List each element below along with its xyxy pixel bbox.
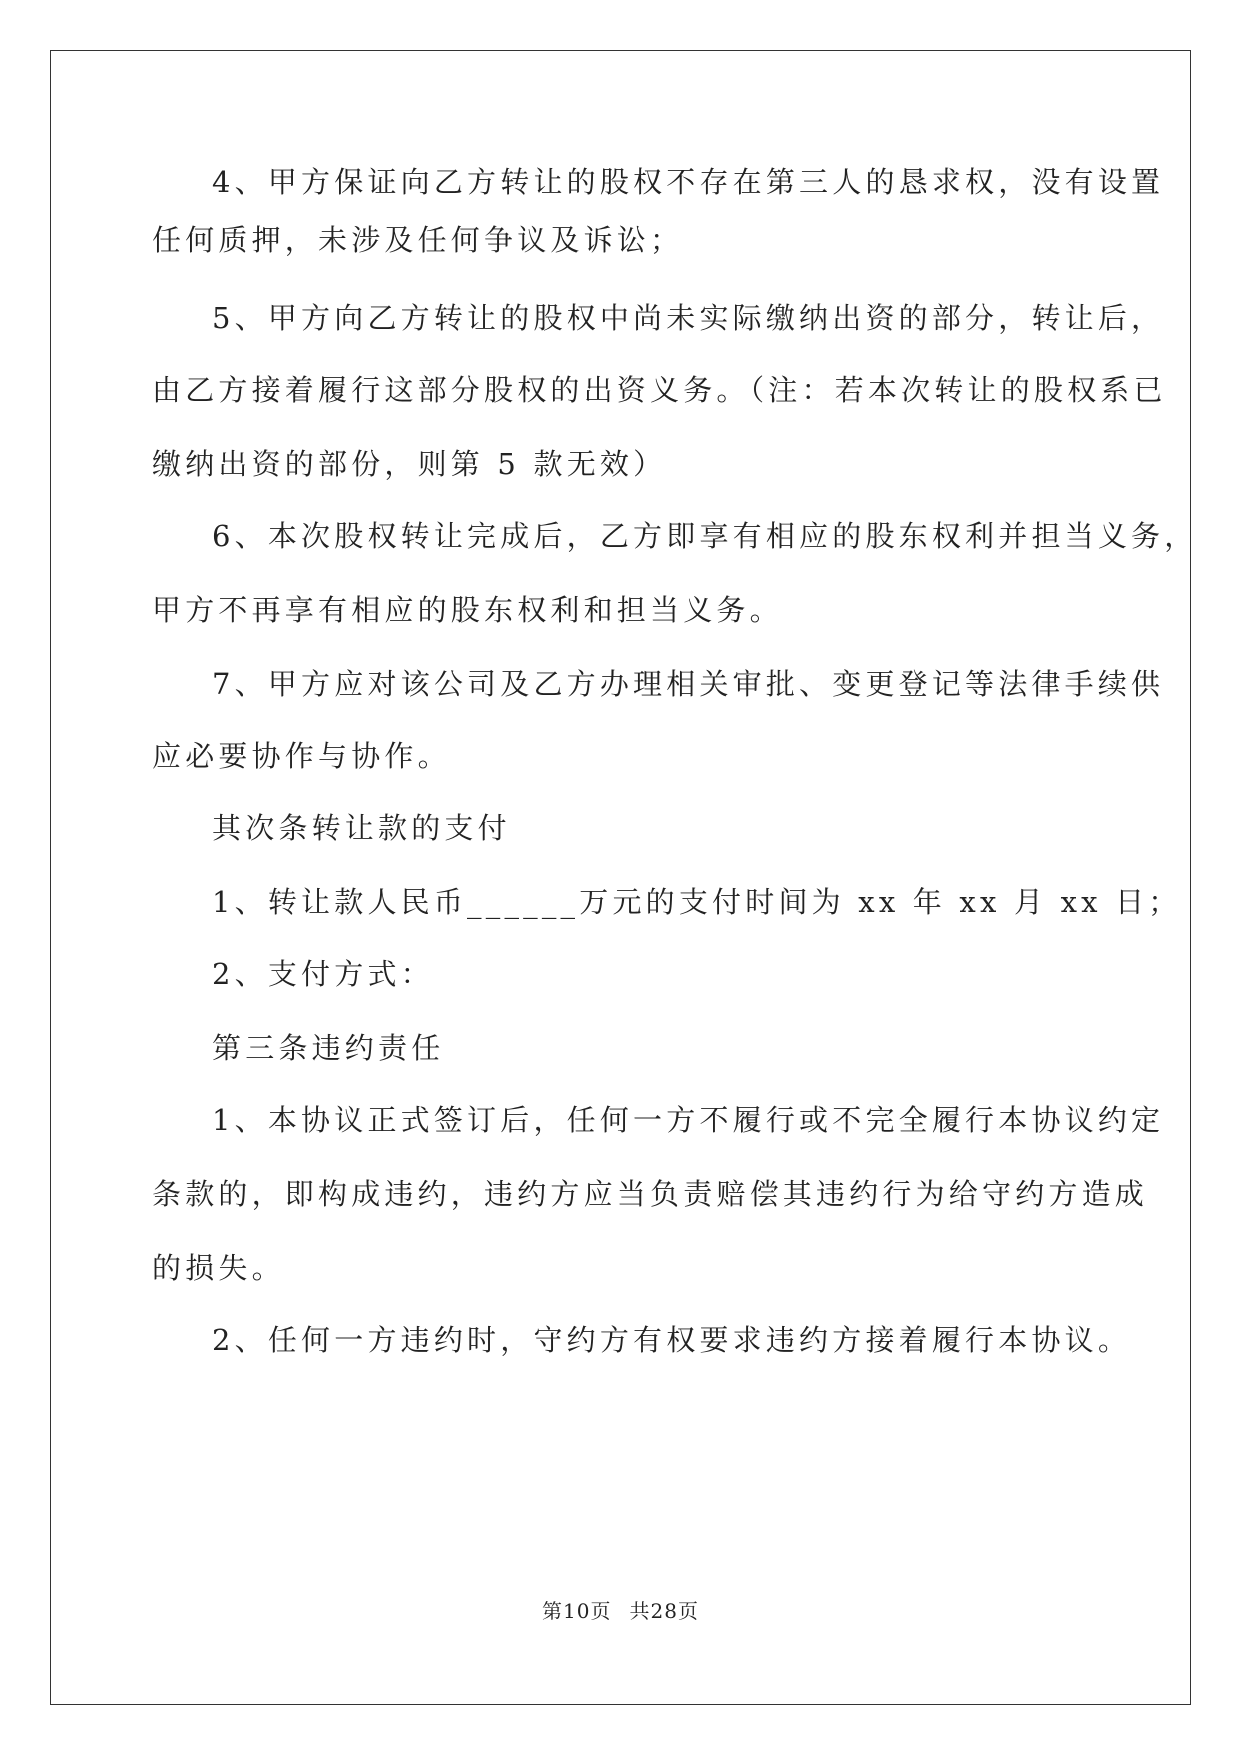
paragraph-line: 5、甲方向乙方转让的股权中尚未实际缴纳出资的部分，转让后， [212,301,1165,335]
paragraph-line: 任何质押，未涉及任何争议及诉讼； [152,223,684,257]
paragraph-line: 条款的，即构成违约，违约方应当负责赔偿其违约行为给守约方造成 [152,1177,1149,1211]
paragraph-line: 由乙方接着履行这部分股权的出资义务。（注：若本次转让的股权系已 [152,373,1167,407]
paragraph-line: 缴纳出资的部份，则第 5 款无效） [152,447,667,481]
paragraph-line: 1、本协议正式签订后，任何一方不履行或不完全履行本协议约定 [212,1103,1165,1137]
paragraph-line: 2、任何一方违约时，守约方有权要求违约方接着履行本协议。 [212,1323,1132,1357]
paragraph-line: 6、本次股权转让完成后，乙方即享有相应的股东权利并担当义务， [212,519,1198,553]
section-heading: 其次条转让款的支付 [212,811,511,845]
paragraph-line: 4、甲方保证向乙方转让的股权不存在第三人的恳求权，没有设置 [212,165,1165,199]
paragraph-line: 2、支付方式： [212,957,434,991]
paragraph-line: 的损失。 [152,1251,285,1285]
page-count: 共28页 [629,1599,699,1623]
page-number: 第10页 [542,1599,612,1623]
section-heading: 第三条违约责任 [212,1031,445,1065]
paragraph-line: 7、甲方应对该公司及乙方办理相关审批、变更登记等法律手续供 [212,667,1165,701]
page-footer [0,1595,1241,1624]
paragraph-line: 1、转让款人民币______万元的支付时间为 xx 年 xx 月 xx 日； [212,885,1182,919]
paragraph-line: 应必要协作与协作。 [152,739,451,773]
paragraph-line: 甲方不再享有相应的股东权利和担当义务。 [152,593,783,627]
